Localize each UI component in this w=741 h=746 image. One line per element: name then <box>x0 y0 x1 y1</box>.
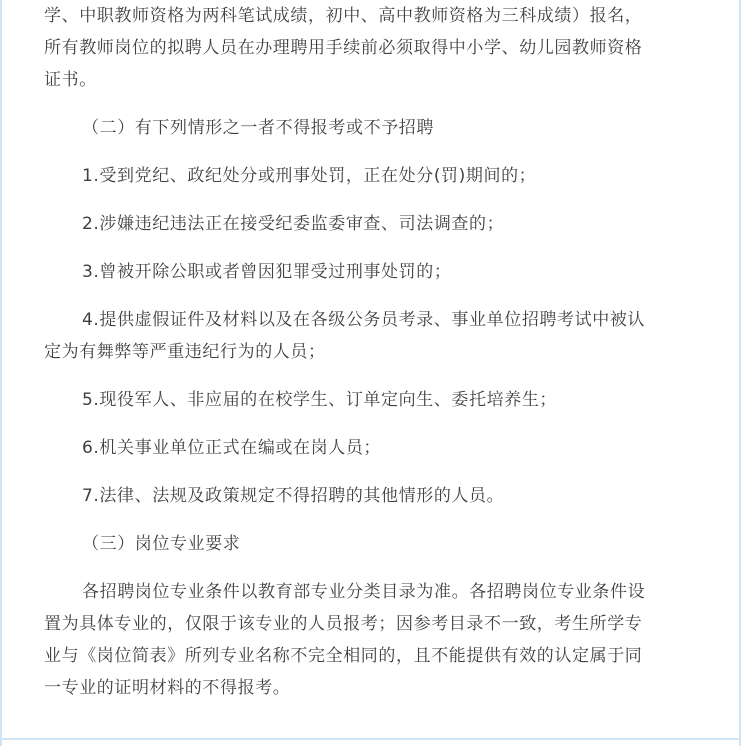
text-line: 证书。 <box>44 70 97 90</box>
text-line: 学、中职教师资格为两科笔试成绩，初中、高中教师资格为三科成绩）报名， <box>44 6 643 26</box>
list-item-5 <box>44 384 716 416</box>
list-item-text: 7.法律、法规及政策规定不得招聘的其他情形的人员。 <box>82 486 505 506</box>
list-item-text: 5.现役军人、非应届的在校学生、订单定向生、委托培养生； <box>82 390 558 410</box>
list-item-3 <box>44 256 716 288</box>
paragraph-gap <box>44 192 716 208</box>
list-item-2 <box>44 208 716 240</box>
list-item-text: 2.涉嫌违纪违法正在接受纪委监委审查、司法调查的； <box>82 214 505 234</box>
text-line: 置为具体专业的，仅限于该专业的人员报考；因参考目录不一致，考生所学专 <box>44 614 643 634</box>
text-line: 各招聘岗位专业条件以教育部专业分类目录为准。各招聘岗位专业条件设 <box>82 582 646 602</box>
paragraph-gap <box>44 368 716 384</box>
paragraph-gap <box>44 96 716 112</box>
heading-text: （三）岗位专业要求 <box>82 534 241 554</box>
section-heading-major-requirements <box>44 528 716 560</box>
list-item-text: 1.受到党纪、政纪处分或刑事处罚，正在处分(罚)期间的； <box>82 166 537 186</box>
text-line: 一专业的证明材料的不得报考。 <box>44 678 291 698</box>
section-heading-disqualifications <box>44 112 716 144</box>
list-item-1 <box>44 160 716 192</box>
paragraph-gap <box>44 560 716 576</box>
heading-text: （二）有下列情形之一者不得报考或不予招聘 <box>82 118 434 138</box>
paragraph-major-requirements <box>44 576 716 704</box>
paragraph-gap <box>44 144 716 160</box>
paragraph-qualification-continued <box>44 0 716 96</box>
paragraph-gap <box>44 512 716 528</box>
list-item-7 <box>44 480 716 512</box>
paragraph-gap <box>44 416 716 432</box>
paragraph-gap <box>44 288 716 304</box>
paragraph-gap <box>44 240 716 256</box>
list-item-4 <box>44 304 716 368</box>
text-line: 所有教师岗位的拟聘人员在办理聘用手续前必须取得中小学、幼儿园教师资格 <box>44 38 643 58</box>
article-body <box>44 0 716 704</box>
list-item-text: 4.提供虚假证件及材料以及在各级公务员考录、事业单位招聘考试中被认 <box>82 310 646 330</box>
paragraph-gap <box>44 464 716 480</box>
list-item-text: 定为有舞弊等严重违纪行为的人员； <box>44 342 326 362</box>
list-item-text: 6.机关事业单位正式在编或在岗人员； <box>82 438 382 458</box>
list-item-6 <box>44 432 716 464</box>
text-line: 业与《岗位简表》所列专业名称不完全相同的，且不能提供有效的认定属于同 <box>44 646 643 666</box>
bottom-divider <box>2 738 739 740</box>
list-item-text: 3.曾被开除公职或者曾因犯罪受过刑事处罚的； <box>82 262 452 282</box>
